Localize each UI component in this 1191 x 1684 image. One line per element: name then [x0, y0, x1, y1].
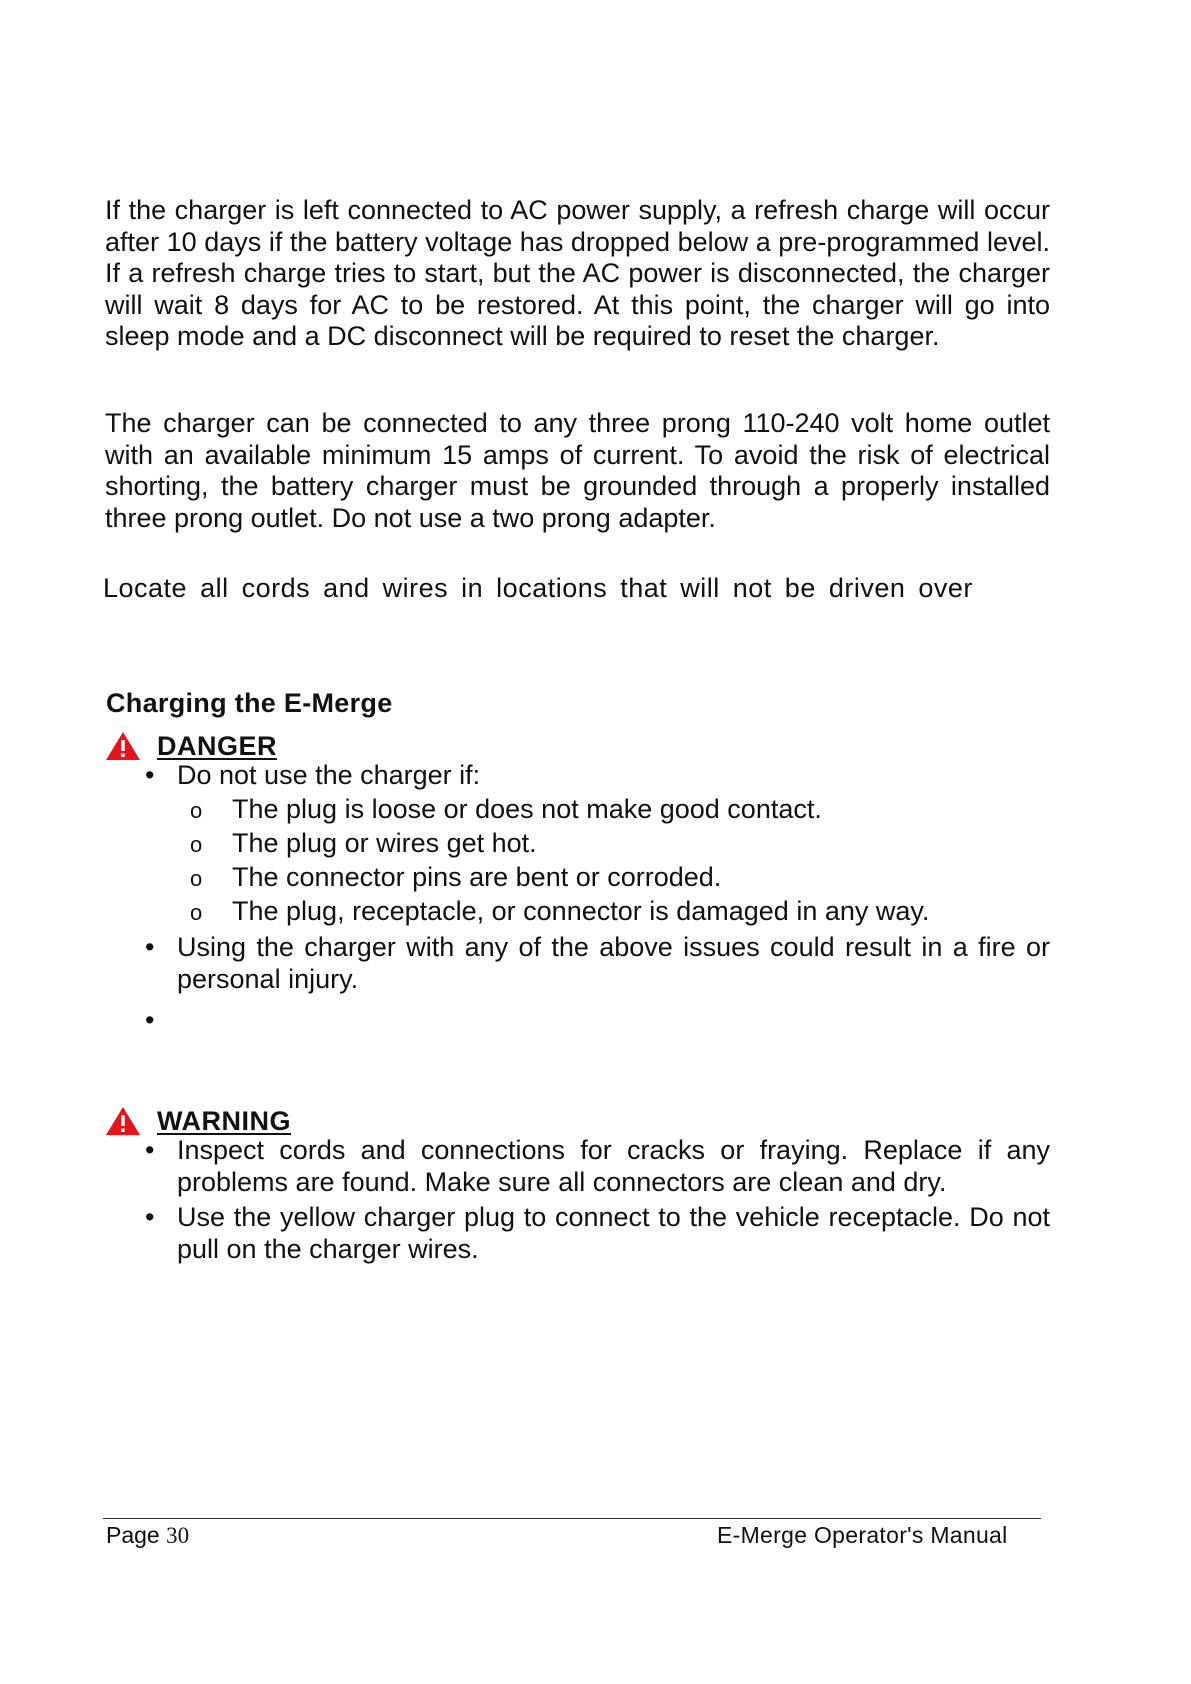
- subitem-text: The plug or wires get hot.: [232, 828, 537, 858]
- circle-bullet: o: [190, 832, 203, 857]
- bullet-text: Inspect cords and connections for cracks or fraying. Replace if any problems are found. Make sure all connectors are clean and dry.: [177, 1135, 1050, 1197]
- danger-subitem: [190, 862, 721, 895]
- subitem-text: The plug is loose or does not make good contact.: [232, 794, 822, 824]
- warning-triangle-icon: [105, 731, 141, 761]
- danger-banner: [105, 730, 277, 762]
- page-label: Page: [106, 1522, 160, 1548]
- bullet-dot: •: [145, 760, 155, 790]
- paragraph-cord-placement: Locate all cords and wires in locations that will not be driven over: [103, 573, 973, 603]
- subitem-text: The connector pins are bent or corroded.: [232, 862, 722, 892]
- danger-label: DANGER: [157, 730, 278, 761]
- bullet-dot: •: [145, 1202, 155, 1232]
- danger-subitem: [190, 794, 822, 827]
- section-heading: Charging the E-Merge: [106, 688, 393, 718]
- bullet-dot: •: [145, 932, 155, 962]
- warning-triangle-icon: [105, 1106, 141, 1136]
- subitem-text: The plug, receptacle, or connector is damaged in any way.: [232, 896, 930, 926]
- page-number: 30: [166, 1523, 190, 1548]
- paragraph-refresh-charge: If the charger is left connected to AC power supply, a refresh charge will occur after 10 days if the battery voltage has dropped below a pre-programmed level. If a refresh charge tries to start, but the AC power is disconnected, the charger will wait 8 days for AC to be restored. At this point, the charger will go into sleep mode and a DC disconnect will be required to reset the charger.: [105, 195, 1050, 351]
- footer-manual-title: E-Merge Operator's Manual: [717, 1522, 1008, 1548]
- bullet-dot: •: [145, 1135, 155, 1165]
- danger-subitem: [190, 896, 929, 929]
- bullet-text: Use the yellow charger plug to connect to the vehicle receptacle. Do not pull on the charger wires.: [177, 1202, 1050, 1264]
- footer-divider: [103, 1518, 1041, 1519]
- warning-label: WARNING: [157, 1105, 291, 1136]
- paragraph-outlet-requirements: The charger can be connected to any three prong 110-240 volt home outlet with an available minimum 15 amps of current. To avoid the risk of electrical shorting, the battery charger must be grounded through a properly installed three prong outlet. Do not use a two prong adapter.: [105, 408, 1050, 533]
- circle-bullet: o: [190, 900, 203, 925]
- warning-banner: [105, 1105, 291, 1137]
- circle-bullet: o: [190, 798, 203, 823]
- footer-page: [106, 1522, 189, 1549]
- bullet-text: Using the charger with any of the above issues could result in a fire or personal injury.: [177, 932, 1050, 994]
- bullet-text: Do not use the charger if:: [177, 760, 481, 790]
- bullet-dot: •: [145, 1005, 155, 1035]
- circle-bullet: o: [190, 866, 203, 891]
- danger-subitem: [190, 828, 537, 861]
